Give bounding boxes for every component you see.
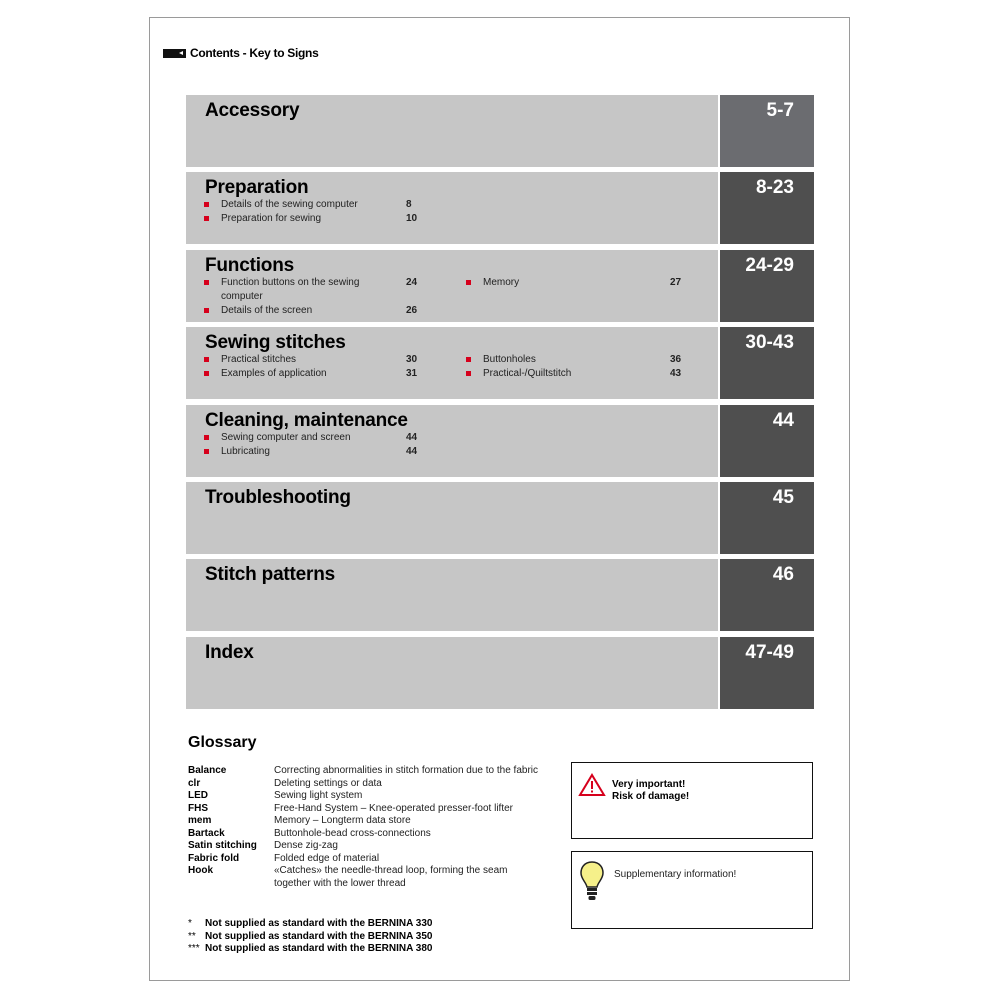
section-title: Index bbox=[205, 642, 254, 663]
glossary-entry bbox=[188, 815, 544, 828]
section-body bbox=[186, 172, 718, 244]
item-label: Practical-/Quiltstitch bbox=[483, 368, 572, 379]
item-page-number: 26 bbox=[406, 305, 418, 316]
item-label: Details of the screen bbox=[221, 305, 313, 316]
glossary-entry bbox=[188, 803, 544, 816]
list-item[interactable] bbox=[204, 212, 429, 226]
item-page-number: 24 bbox=[406, 277, 418, 288]
section-title: Functions bbox=[205, 255, 294, 276]
list-item[interactable] bbox=[204, 353, 429, 367]
bullet-icon bbox=[466, 280, 471, 285]
glossary-definition: Folded edge of material bbox=[274, 852, 380, 864]
glossary-entry bbox=[188, 765, 544, 778]
section-title: Troubleshooting bbox=[205, 487, 351, 508]
glossary-entry bbox=[188, 778, 544, 791]
contents-section[interactable] bbox=[186, 559, 814, 631]
item-page-number: 8 bbox=[406, 199, 412, 210]
contents-section[interactable] bbox=[186, 95, 814, 167]
section-title: Cleaning, maintenance bbox=[205, 410, 408, 431]
section-items bbox=[204, 276, 429, 318]
footnote-text: Not supplied as standard with the BERNINA 330 bbox=[205, 918, 433, 929]
contents-section[interactable] bbox=[186, 172, 814, 244]
glossary-title: Glossary bbox=[188, 734, 257, 751]
item-page-number: 10 bbox=[406, 213, 418, 224]
item-page-number: 36 bbox=[670, 354, 682, 365]
section-page-range[interactable]: 24-29 bbox=[720, 250, 814, 322]
item-label: Buttonholes bbox=[483, 354, 536, 365]
warning-text bbox=[612, 779, 689, 803]
page-marker-icon bbox=[163, 49, 186, 58]
bullet-icon bbox=[204, 449, 209, 454]
list-item[interactable] bbox=[466, 276, 696, 290]
list-item[interactable] bbox=[204, 367, 429, 381]
glossary-entry bbox=[188, 853, 544, 866]
list-item[interactable] bbox=[204, 304, 429, 318]
section-page-range[interactable]: 8-23 bbox=[720, 172, 814, 244]
bullet-icon bbox=[204, 435, 209, 440]
glossary-term: FHS bbox=[188, 802, 208, 814]
glossary-entry bbox=[188, 790, 544, 803]
list-item[interactable] bbox=[204, 276, 429, 304]
manual-page bbox=[149, 17, 850, 981]
list-item[interactable] bbox=[466, 353, 696, 367]
item-label: Memory bbox=[483, 277, 520, 288]
section-body bbox=[186, 250, 718, 322]
section-body bbox=[186, 637, 718, 709]
section-body bbox=[186, 482, 718, 554]
light-bulb-icon bbox=[579, 860, 605, 907]
section-items bbox=[204, 353, 429, 381]
item-label: Details of the sewing computer bbox=[221, 199, 358, 210]
section-body bbox=[186, 559, 718, 631]
glossary-definition: «Catches» the needle-thread loop, forming the seam together with the lower thread bbox=[274, 865, 508, 889]
bullet-icon bbox=[204, 280, 209, 285]
bullet-icon bbox=[466, 357, 471, 362]
section-title: Sewing stitches bbox=[205, 332, 346, 353]
glossary-definition: Dense zig-zag bbox=[274, 840, 338, 851]
glossary-term: mem bbox=[188, 815, 212, 826]
warning-triangle-icon bbox=[578, 773, 606, 802]
footnote-mark: * bbox=[188, 918, 192, 929]
contents-section[interactable] bbox=[186, 405, 814, 477]
contents-section[interactable] bbox=[186, 637, 814, 709]
footnote-mark: ** bbox=[188, 930, 196, 942]
section-page-range[interactable]: 47-49 bbox=[720, 637, 814, 709]
item-label: Preparation for sewing bbox=[221, 213, 322, 224]
section-title: Preparation bbox=[205, 177, 309, 198]
info-note-box bbox=[571, 851, 813, 929]
item-label: Lubricating bbox=[221, 446, 270, 457]
contents-section[interactable] bbox=[186, 482, 814, 554]
section-items bbox=[466, 276, 696, 290]
footnote-text: Not supplied as standard with the BERNINA 350 bbox=[205, 930, 433, 942]
glossary-term: Fabric fold bbox=[188, 852, 240, 864]
page-title: Contents - Key to Signs bbox=[190, 46, 319, 60]
page-header bbox=[163, 46, 318, 60]
bullet-icon bbox=[204, 216, 209, 221]
item-page-number: 43 bbox=[670, 368, 682, 379]
section-page-range[interactable]: 46 bbox=[720, 559, 814, 631]
section-body bbox=[186, 405, 718, 477]
footnote-mark: *** bbox=[188, 943, 200, 954]
glossary-entry bbox=[188, 828, 544, 841]
item-label: Examples of application bbox=[221, 368, 327, 379]
glossary-definition: Deleting settings or data bbox=[274, 777, 382, 789]
item-label: Practical stitches bbox=[221, 354, 297, 365]
item-page-number: 44 bbox=[406, 432, 418, 443]
glossary-term: Bartack bbox=[188, 827, 225, 839]
list-item[interactable] bbox=[204, 431, 429, 445]
item-label: Function buttons on the sewing computer bbox=[221, 277, 360, 302]
glossary-entry bbox=[188, 840, 544, 853]
glossary-definition: Memory – Longterm data store bbox=[274, 815, 411, 826]
glossary-definition: Free-Hand System – Knee-operated presser-foot lifter bbox=[274, 802, 513, 814]
section-page-range[interactable]: 5-7 bbox=[720, 95, 814, 167]
section-page-range[interactable]: 30-43 bbox=[720, 327, 814, 399]
section-items bbox=[466, 353, 696, 381]
glossary-term: clr bbox=[188, 777, 201, 789]
bullet-icon bbox=[204, 357, 209, 362]
warning-note-box bbox=[571, 762, 813, 839]
glossary-term: LED bbox=[188, 790, 208, 801]
footnotes bbox=[188, 918, 432, 956]
section-items bbox=[204, 198, 429, 226]
section-items bbox=[204, 431, 429, 459]
item-page-number: 44 bbox=[406, 446, 418, 457]
item-page-number: 31 bbox=[406, 368, 418, 379]
contents-section[interactable] bbox=[186, 327, 814, 399]
section-body bbox=[186, 95, 718, 167]
footnote bbox=[188, 931, 432, 944]
glossary-term: Satin stitching bbox=[188, 840, 257, 851]
section-title: Accessory bbox=[205, 100, 300, 121]
glossary-term: Hook bbox=[188, 865, 213, 876]
bullet-icon bbox=[204, 371, 209, 376]
list-item[interactable] bbox=[204, 445, 429, 459]
section-body bbox=[186, 327, 718, 399]
section-page-range[interactable]: 45 bbox=[720, 482, 814, 554]
warning-line-1: Very important! bbox=[612, 779, 686, 790]
footnote-text: Not supplied as standard with the BERNINA 380 bbox=[205, 943, 433, 954]
contents-section[interactable] bbox=[186, 250, 814, 322]
glossary-definition: Correcting abnormalities in stitch formation due to the fabric bbox=[274, 765, 539, 776]
footnote bbox=[188, 943, 432, 956]
list-item[interactable] bbox=[204, 198, 429, 212]
section-page-range[interactable]: 44 bbox=[720, 405, 814, 477]
item-page-number: 30 bbox=[406, 354, 418, 365]
info-text: Supplementary information! bbox=[614, 869, 737, 880]
glossary-definition: Buttonhole-bead cross-connections bbox=[274, 827, 431, 839]
bullet-icon bbox=[204, 202, 209, 207]
item-label: Sewing computer and screen bbox=[221, 432, 351, 443]
glossary-term: Balance bbox=[188, 765, 227, 776]
bullet-icon bbox=[204, 308, 209, 313]
list-item[interactable] bbox=[466, 367, 696, 381]
glossary-entry bbox=[188, 865, 544, 890]
warning-line-2: Risk of damage! bbox=[612, 791, 690, 802]
item-page-number: 27 bbox=[670, 277, 682, 288]
footnote bbox=[188, 918, 432, 931]
glossary-definition: Sewing light system bbox=[274, 790, 363, 801]
glossary-list bbox=[188, 765, 544, 890]
section-title: Stitch patterns bbox=[205, 564, 336, 585]
bullet-icon bbox=[466, 371, 471, 376]
